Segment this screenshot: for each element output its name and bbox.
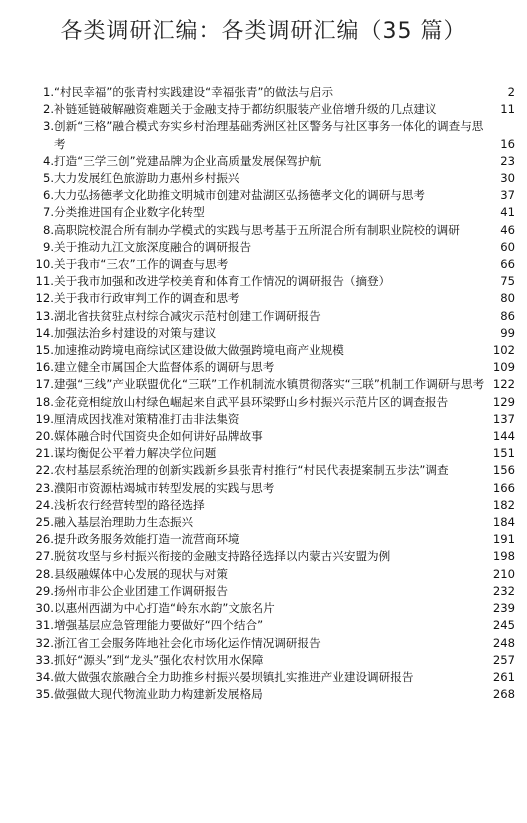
toc-entry-number: 13. bbox=[35, 308, 54, 323]
toc-entry[interactable] bbox=[30, 583, 515, 600]
toc-entry-page: 191 bbox=[491, 531, 515, 548]
toc-entry[interactable] bbox=[30, 428, 515, 445]
toc-entry-number: 15. bbox=[35, 343, 54, 358]
toc-entry-page: 66 bbox=[498, 256, 515, 273]
toc-entry[interactable] bbox=[30, 222, 515, 239]
toc-entry-number: 32. bbox=[35, 635, 54, 650]
toc-entry[interactable] bbox=[30, 548, 515, 565]
toc-entry-page: 210 bbox=[491, 566, 515, 583]
toc-entry-title: 农村基层系统治理的创新实践新乡县张青村推行“村民代表提案制五步法”调查 bbox=[54, 463, 449, 478]
toc-entry[interactable] bbox=[30, 239, 515, 256]
toc-entry-page: 102 bbox=[491, 342, 515, 359]
toc-entry-page: 156 bbox=[491, 462, 515, 479]
toc-entry-title: 县级融媒体中心发展的现状与对策 bbox=[54, 566, 228, 581]
toc-entry-page: 198 bbox=[491, 548, 515, 565]
table-of-contents bbox=[30, 84, 515, 703]
toc-entry-title: 加强法治乡村建设的对策与建议 bbox=[54, 325, 217, 340]
toc-entry-page: 137 bbox=[491, 411, 515, 428]
toc-entry-number: 8. bbox=[42, 222, 54, 237]
toc-entry[interactable] bbox=[30, 153, 515, 170]
toc-entry-page: 144 bbox=[491, 428, 515, 445]
toc-entry-title: 加速推动跨境电商综试区建设做大做强跨境电商产业规模 bbox=[54, 343, 344, 358]
toc-entry-title: 创新“三格”融合模式夯实乡村治理基础秀洲区社区警务与社区事务一体化的调查与思考 bbox=[54, 119, 484, 151]
toc-entry[interactable] bbox=[30, 480, 515, 497]
toc-entry-number: 3. bbox=[42, 119, 54, 134]
toc-entry-number: 12. bbox=[35, 291, 54, 306]
toc-entry-page: 184 bbox=[491, 514, 515, 531]
toc-entry[interactable] bbox=[30, 273, 515, 290]
toc-entry-title: 增强基层应急管理能力要做好“四个结合” bbox=[54, 618, 264, 633]
toc-entry-title: 高职院校混合所有制办学模式的实践与思考基于五所混合所有制职业院校的调研 bbox=[54, 222, 460, 237]
toc-entry-title: 濮阳市资源枯竭城市转型发展的实践与思考 bbox=[54, 480, 275, 495]
toc-entry-page: 2 bbox=[506, 84, 515, 101]
toc-entry-number: 9. bbox=[42, 239, 54, 254]
toc-entry[interactable] bbox=[30, 514, 515, 531]
toc-entry-title: 关于推动九江文旅深度融合的调研报告 bbox=[54, 239, 252, 254]
toc-entry-number: 25. bbox=[35, 515, 54, 530]
toc-entry-number: 21. bbox=[35, 446, 54, 461]
toc-entry-page: 129 bbox=[491, 394, 515, 411]
toc-entry-number: 6. bbox=[42, 188, 54, 203]
toc-entry[interactable] bbox=[30, 635, 515, 652]
toc-entry-number: 10. bbox=[35, 257, 54, 272]
toc-entry-number: 19. bbox=[35, 411, 54, 426]
toc-entry-number: 27. bbox=[35, 549, 54, 564]
toc-entry-page: 11 bbox=[498, 101, 515, 118]
toc-entry-number: 16. bbox=[35, 360, 54, 375]
toc-entry-number: 11. bbox=[35, 274, 54, 289]
toc-entry[interactable] bbox=[30, 204, 515, 221]
toc-entry[interactable] bbox=[30, 497, 515, 514]
toc-entry-page: 16 bbox=[498, 136, 515, 153]
toc-entry-title: 金花竞相绽放山村绿色崛起来自武平县环梁野山乡村振兴示范片区的调查报告 bbox=[54, 394, 449, 409]
toc-entry-title: 关于我市“三农”工作的调查与思考 bbox=[54, 257, 229, 272]
toc-entry[interactable] bbox=[30, 652, 515, 669]
toc-entry-title: 做大做强农旅融合全力助推乡村振兴晏坝镇扎实推进产业建设调研报告 bbox=[54, 669, 414, 684]
toc-entry[interactable] bbox=[30, 118, 515, 152]
toc-entry-page: 232 bbox=[491, 583, 515, 600]
toc-entry-number: 2. bbox=[42, 102, 54, 117]
toc-entry-page: 248 bbox=[491, 635, 515, 652]
toc-entry-page: 257 bbox=[491, 652, 515, 669]
document-title: 各类调研汇编：各类调研汇编（35 篇） bbox=[60, 19, 467, 44]
toc-entry-number: 24. bbox=[35, 497, 54, 512]
toc-entry[interactable] bbox=[30, 325, 515, 342]
toc-entry-number: 7. bbox=[42, 205, 54, 220]
toc-entry[interactable] bbox=[30, 669, 515, 686]
toc-entry-title: 湖北省扶贫驻点村综合减灾示范村创建工作调研报告 bbox=[54, 308, 321, 323]
toc-entry-page: 23 bbox=[498, 153, 515, 170]
toc-entry[interactable] bbox=[30, 686, 515, 703]
toc-entry-number: 29. bbox=[35, 583, 54, 598]
toc-entry-page: 60 bbox=[498, 239, 515, 256]
toc-entry-page: 80 bbox=[498, 290, 515, 307]
toc-entry-page: 261 bbox=[491, 669, 515, 686]
toc-entry[interactable] bbox=[30, 394, 515, 411]
toc-entry-title: 做强做大现代物流业助力构建新发展格局 bbox=[54, 687, 263, 702]
toc-entry-page: 30 bbox=[498, 170, 515, 187]
toc-entry-number: 28. bbox=[35, 566, 54, 581]
toc-entry[interactable] bbox=[30, 566, 515, 583]
toc-entry-page: 109 bbox=[491, 359, 515, 376]
toc-entry[interactable] bbox=[30, 411, 515, 428]
toc-entry-number: 17. bbox=[35, 377, 54, 392]
toc-entry-number: 1. bbox=[42, 85, 54, 99]
toc-entry-title: 以惠州西湖为中心打造“岭东水韵”文旅名片 bbox=[54, 601, 275, 616]
toc-entry-title: 补链延链破解融资难题关于金融支持于都纺织服装产业倍增升级的几点建议 bbox=[54, 102, 437, 117]
toc-entry[interactable] bbox=[30, 256, 515, 273]
toc-entry-number: 20. bbox=[35, 429, 54, 444]
toc-entry[interactable] bbox=[30, 531, 515, 548]
toc-entry-number: 4. bbox=[42, 153, 54, 168]
toc-entry-title: 融入基层治理助力生态振兴 bbox=[54, 515, 194, 530]
toc-entry-page: 245 bbox=[491, 617, 515, 634]
toc-entry-title: 分类推进国有企业数字化转型 bbox=[54, 205, 205, 220]
toc-entry-title: 扬州市非公企业团建工作调研报告 bbox=[54, 583, 228, 598]
toc-entry-title: 建强“三线”产业联盟优化“三联”工作机制流水镇贯彻落实“三联”机制工作调研与思考 bbox=[54, 377, 485, 392]
toc-entry-page: 99 bbox=[498, 325, 515, 342]
toc-entry-title: 厘清成因找准对策精准打击非法集资 bbox=[54, 411, 240, 426]
toc-entry-number: 30. bbox=[35, 601, 54, 616]
toc-entry-number: 14. bbox=[35, 325, 54, 340]
toc-entry-number: 18. bbox=[35, 394, 54, 409]
toc-entry[interactable] bbox=[30, 462, 515, 479]
toc-entry[interactable] bbox=[30, 308, 515, 325]
toc-entry-number: 26. bbox=[35, 532, 54, 547]
toc-entry-page: 122 bbox=[491, 376, 515, 393]
toc-entry-title: 大力弘扬德孝文化助推文明城市创建对盐湖区弘扬德孝文化的调研与思考 bbox=[54, 188, 426, 203]
toc-entry-page: 41 bbox=[498, 204, 515, 221]
toc-entry-page: 75 bbox=[498, 273, 515, 290]
toc-entry-title: 打造“三学三创”党建品牌为企业高质量发展保驾护航 bbox=[54, 153, 322, 168]
toc-entry-number: 35. bbox=[35, 687, 54, 702]
toc-entry[interactable] bbox=[30, 600, 515, 617]
toc-entry-page: 182 bbox=[491, 497, 515, 514]
toc-entry-number: 5. bbox=[42, 171, 54, 186]
toc-entry[interactable] bbox=[30, 376, 515, 393]
toc-entry-page: 239 bbox=[491, 600, 515, 617]
toc-entry-number: 22. bbox=[35, 463, 54, 478]
toc-entry[interactable] bbox=[30, 290, 515, 307]
toc-entry[interactable] bbox=[30, 84, 515, 101]
toc-entry-page: 37 bbox=[498, 187, 515, 204]
toc-entry-title: 浙江省工会服务阵地社会化市场化运作情况调研报告 bbox=[54, 635, 321, 650]
toc-entry[interactable] bbox=[30, 342, 515, 359]
toc-entry-title: 脱贫攻坚与乡村振兴衔接的金融支持路径选择以内蒙古兴安盟为例 bbox=[54, 549, 391, 564]
toc-entry-title: 关于我市加强和改进学校美育和体育工作情况的调研报告（摘登） bbox=[54, 274, 391, 289]
toc-entry-number: 31. bbox=[35, 618, 54, 633]
toc-entry-number: 23. bbox=[35, 480, 54, 495]
toc-entry[interactable] bbox=[30, 617, 515, 634]
toc-entry-number: 33. bbox=[35, 652, 54, 667]
toc-entry-page: 151 bbox=[491, 445, 515, 462]
toc-entry-title: 媒体融合时代国资央企如何讲好品牌故事 bbox=[54, 429, 263, 444]
toc-entry[interactable] bbox=[30, 101, 515, 118]
toc-entry-page: 86 bbox=[498, 308, 515, 325]
toc-entry-title: 提升政务服务效能打造一流营商环境 bbox=[54, 532, 240, 547]
toc-entry-page: 46 bbox=[498, 222, 515, 239]
toc-entry-number: 34. bbox=[35, 669, 54, 684]
toc-entry-title: 关于我市行政审判工作的调查和思考 bbox=[54, 291, 240, 306]
toc-entry[interactable] bbox=[30, 359, 515, 376]
toc-entry-title: 抓好“源头”到“龙头”强化农村饮用水保障 bbox=[54, 652, 264, 667]
toc-entry-title: 建立健全市属国企大监督体系的调研与思考 bbox=[54, 360, 275, 375]
toc-entry-page: 268 bbox=[491, 686, 515, 703]
toc-entry-page: 166 bbox=[491, 480, 515, 497]
toc-entry-title: “村民幸福”的张青村实践建设“幸福张青”的做法与启示 bbox=[54, 85, 334, 99]
toc-entry-title: 浅析农行经营转型的路径选择 bbox=[54, 497, 205, 512]
toc-entry-title: 谋均衡促公平着力解决学位问题 bbox=[54, 446, 217, 461]
toc-entry-title: 大力发展红色旅游助力惠州乡村振兴 bbox=[54, 171, 240, 186]
toc-entry[interactable] bbox=[30, 445, 515, 462]
toc-entry[interactable] bbox=[30, 187, 515, 204]
toc-entry[interactable] bbox=[30, 170, 515, 187]
